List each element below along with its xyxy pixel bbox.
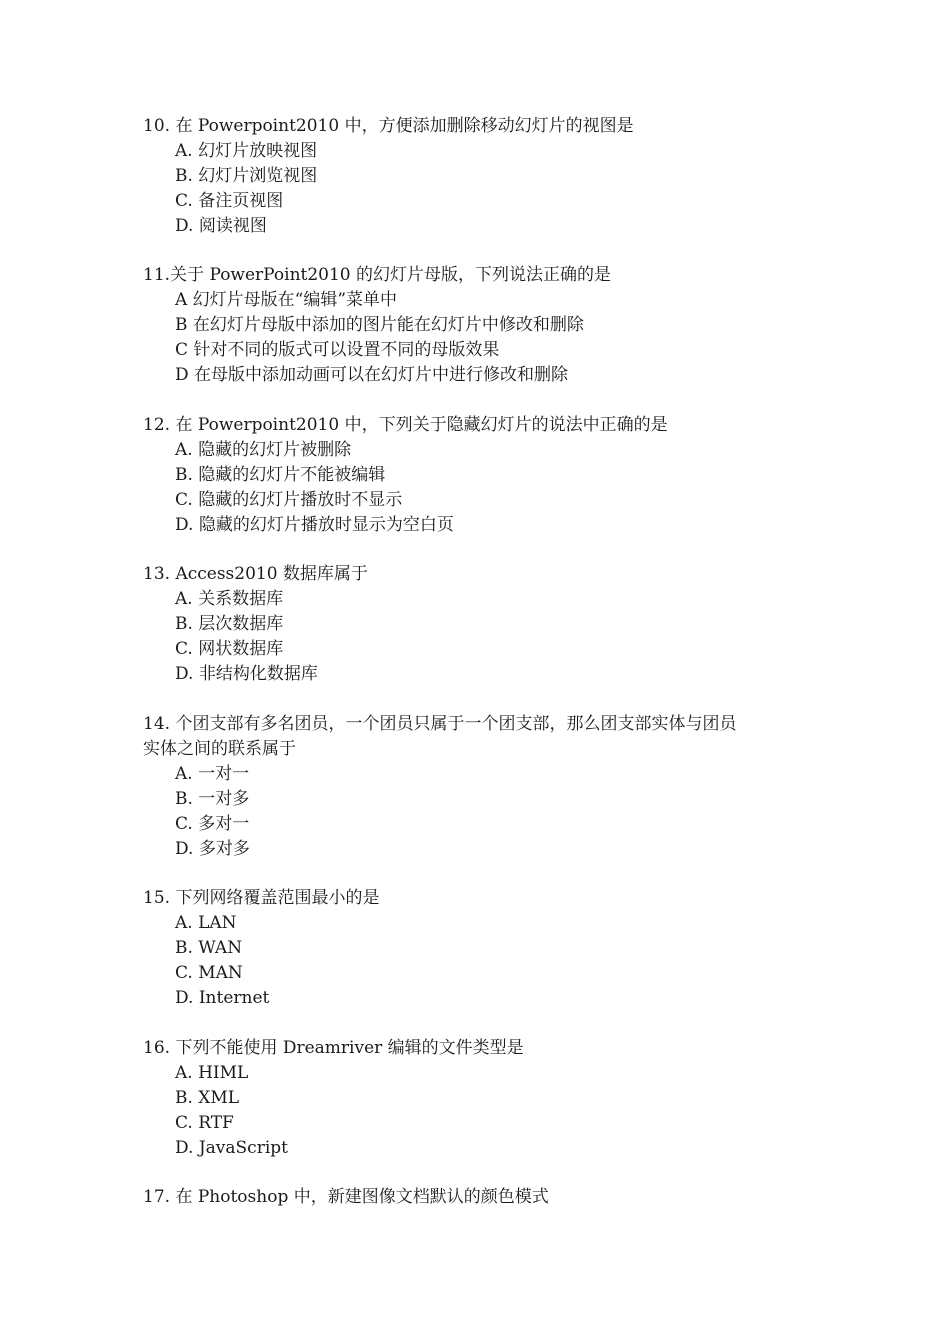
option-d: D. 隐藏的幻灯片播放时显示为空白页 — [175, 515, 454, 535]
option-a: A. HIML — [175, 1063, 249, 1083]
question-stem: 11.关于 PowerPoint2010 的幻灯片母版，下列说法正确的是 — [143, 265, 612, 285]
option-d: D. Internet — [175, 988, 270, 1008]
option-a: A. 隐藏的幻灯片被删除 — [175, 440, 352, 460]
option-b: B. 一对多 — [175, 789, 250, 809]
question-stem: 13. Access2010 数据库属于 — [143, 564, 368, 584]
question-stem: 15. 下列网络覆盖范围最小的是 — [143, 888, 380, 908]
question-stem-continued: 实体之间的联系属于 — [143, 739, 296, 759]
option-d: D 在母版中添加动画可以在幻灯片中进行修改和删除 — [175, 365, 569, 385]
option-a: A. LAN — [175, 913, 237, 933]
option-d: D. 非结构化数据库 — [175, 664, 318, 684]
question-stem: 12. 在 Powerpoint2010 中，下列关于隐藏幻灯片的说法中正确的是 — [143, 415, 668, 435]
question-stem: 10. 在 Powerpoint2010 中，方便添加删除移动幻灯片的视图是 — [143, 116, 634, 136]
question-stem: 14. 个团支部有多名团员，一个团员只属于一个团支部，那么团支部实体与团员 — [143, 714, 737, 734]
option-a: A. 关系数据库 — [175, 589, 284, 609]
option-b: B. 层次数据库 — [175, 614, 284, 634]
question-stem: 16. 下列不能使用 Dreamriver 编辑的文件类型是 — [143, 1038, 524, 1058]
option-c: C 针对不同的版式可以设置不同的母版效果 — [175, 340, 500, 360]
option-c: C. RTF — [175, 1113, 234, 1133]
question-stem: 17. 在 Photoshop 中，新建图像文档默认的颜色模式 — [143, 1187, 549, 1207]
option-c: C. MAN — [175, 963, 243, 983]
option-b: B. XML — [175, 1088, 240, 1108]
option-d: D. 阅读视图 — [175, 216, 267, 236]
option-b: B. WAN — [175, 938, 243, 958]
option-d: D. JavaScript — [175, 1138, 288, 1158]
option-c: C. 隐藏的幻灯片播放时不显示 — [175, 490, 403, 510]
option-b: B. 幻灯片浏览视图 — [175, 166, 318, 186]
option-a: A. 一对一 — [175, 764, 250, 784]
option-a: A 幻灯片母版在“编辑”菜单中 — [175, 290, 398, 310]
option-c: C. 网状数据库 — [175, 639, 284, 659]
option-b: B. 隐藏的幻灯片不能被编辑 — [175, 465, 386, 485]
option-a: A. 幻灯片放映视图 — [175, 141, 318, 161]
option-d: D. 多对多 — [175, 839, 250, 859]
option-c: C. 备注页视图 — [175, 191, 284, 211]
option-b: B 在幻灯片母版中添加的图片能在幻灯片中修改和删除 — [175, 315, 584, 335]
option-c: C. 多对一 — [175, 814, 250, 834]
